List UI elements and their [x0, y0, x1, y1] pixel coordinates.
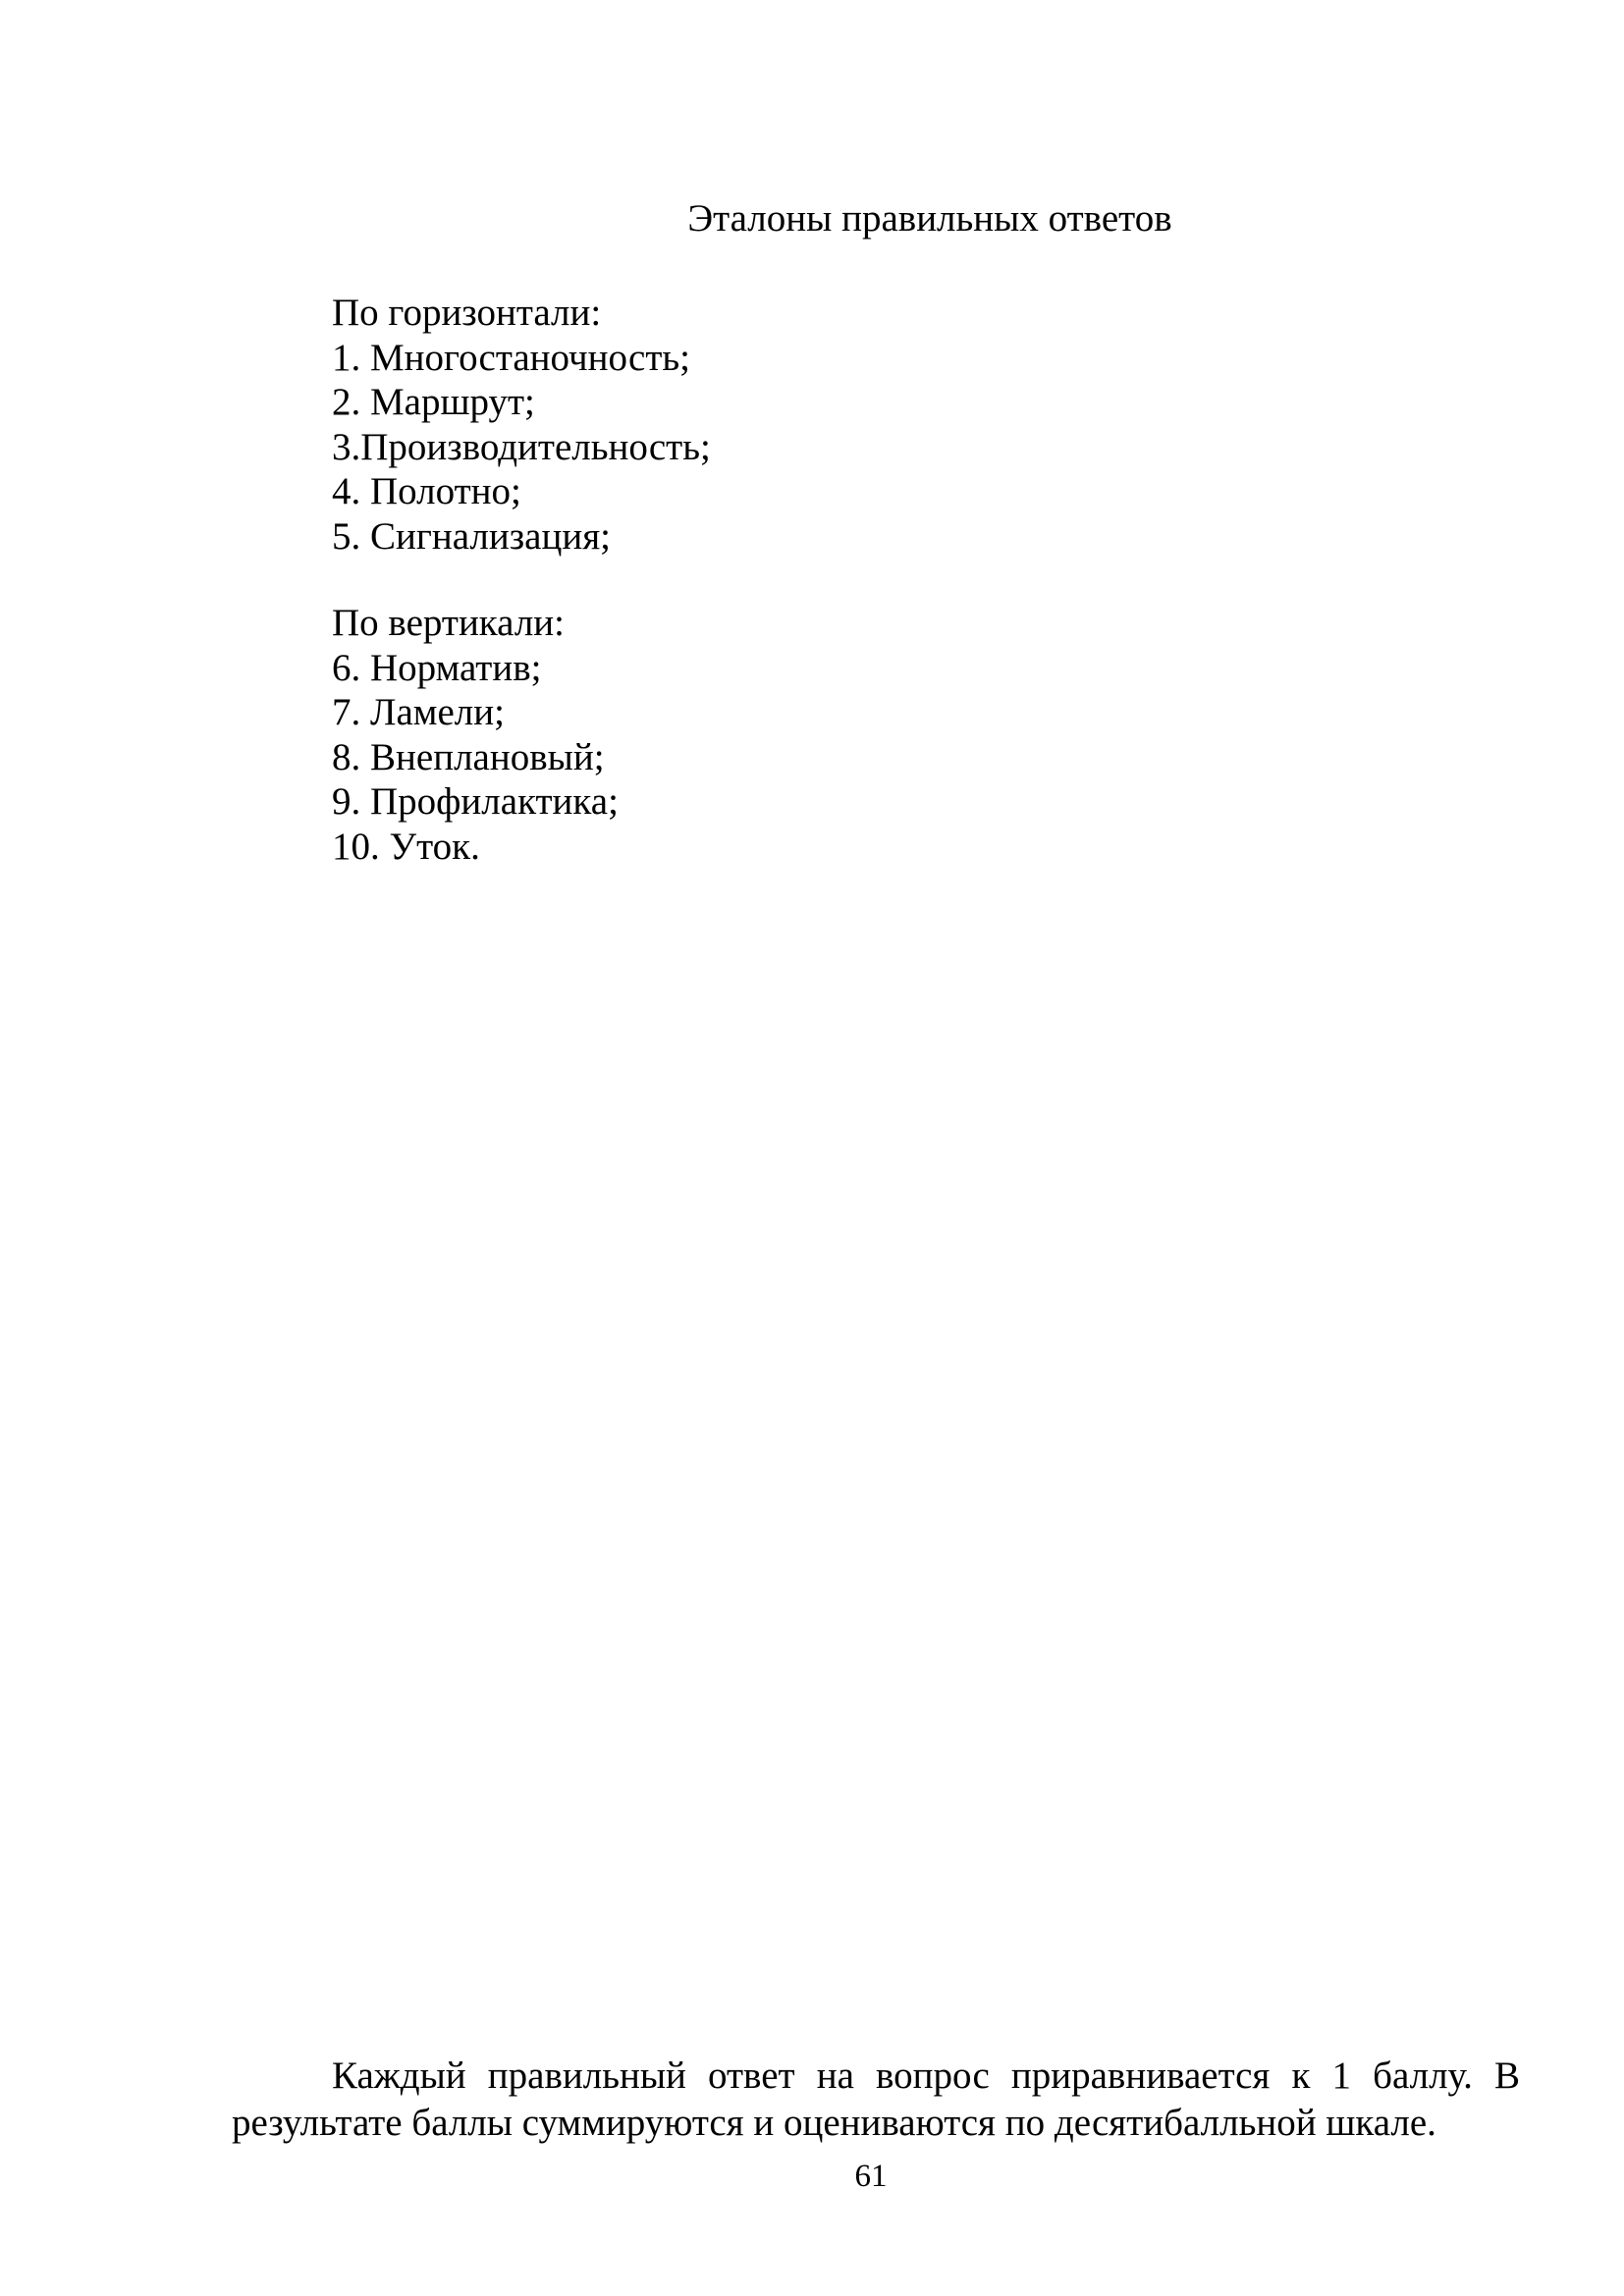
- answer-item: 9. Профилактика;: [332, 780, 619, 823]
- answer-item: 4. Полотно;: [332, 470, 521, 512]
- horizontal-heading: По горизонтали:: [332, 292, 602, 334]
- answer-item: 5. Сигнализация;: [332, 514, 611, 558]
- answer-item: 1. Многостаночность;: [332, 336, 690, 379]
- vertical-heading: По вертикали:: [332, 602, 565, 644]
- answer-item: 10. Уток.: [332, 825, 480, 868]
- answer-item: 7. Ламели;: [332, 691, 505, 733]
- answer-item: 6. Норматив;: [332, 646, 542, 689]
- answer-item: 8. Внеплановый;: [332, 735, 605, 778]
- page-title: Эталоны правильных ответов: [687, 197, 1172, 240]
- scoring-note: Каждый правильный ответ на вопрос приравнивается к 1 баллу. В результате баллы суммируются и оцениваются по десятибалльной шкале.: [232, 2055, 1520, 2144]
- horizontal-answers: [332, 291, 711, 559]
- vertical-answers: [332, 601, 619, 869]
- page-number: 61: [854, 2159, 888, 2194]
- answer-item: 2. Маршрут;: [332, 381, 535, 423]
- answer-item: 3.Производительность;: [332, 425, 711, 468]
